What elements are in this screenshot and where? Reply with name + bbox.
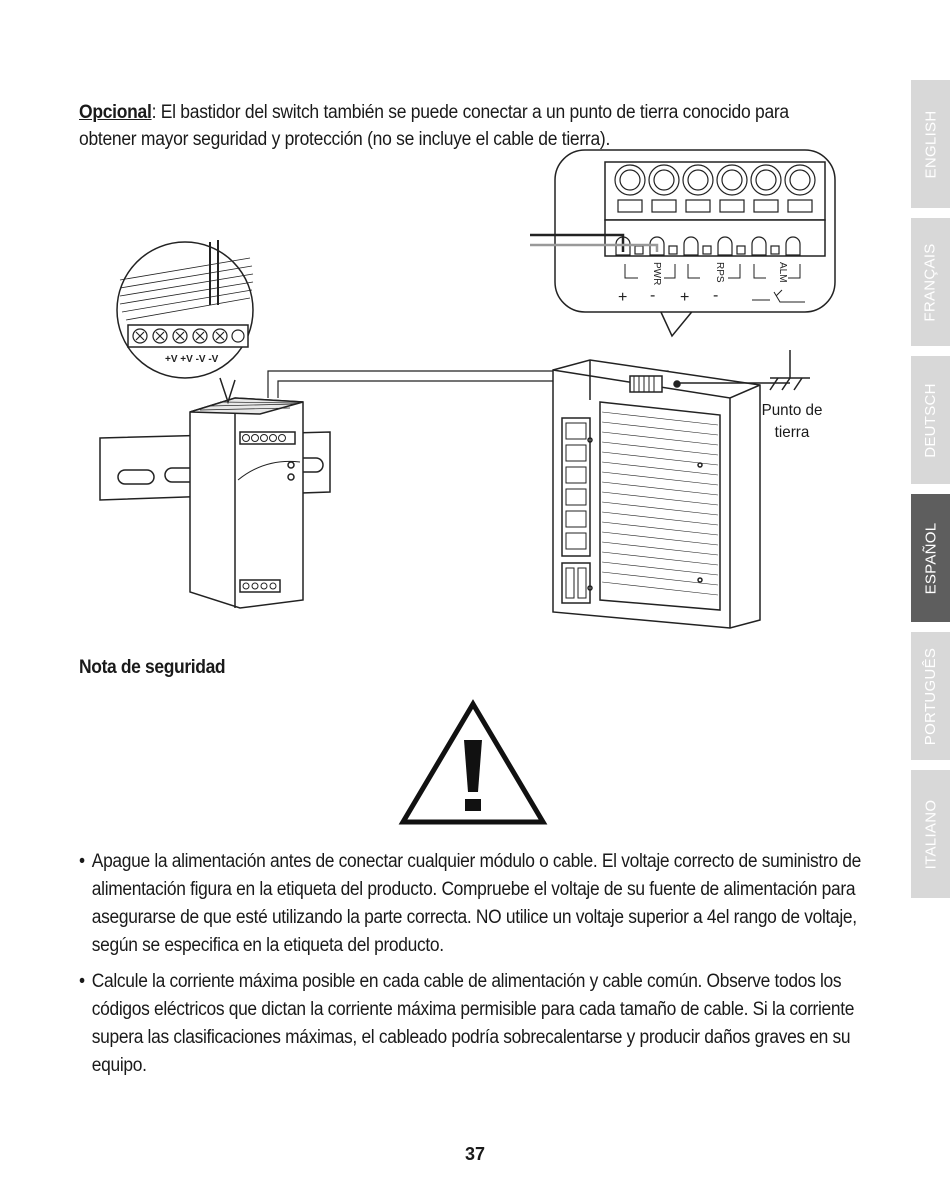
ground-label-line1: Punto de: [761, 402, 823, 419]
tab-english-label: ENGLISH: [922, 110, 940, 178]
psu-zoom-bubble: [117, 240, 253, 402]
tab-francais-label: FRANÇAIS: [922, 242, 939, 322]
power-supply: [190, 398, 303, 608]
tab-espanol[interactable]: [911, 494, 950, 622]
tab-francais[interactable]: [911, 218, 950, 346]
tab-italiano-label: ITALIANO: [922, 799, 940, 869]
pwr-plus-sign: +: [618, 289, 628, 306]
page-number: 37: [464, 1144, 486, 1164]
wiring-diagram: [60, 140, 850, 640]
ground-label: [745, 400, 840, 444]
safety-note-title: Nota de seguridad: [79, 657, 226, 678]
pwr-minus-sign: -: [650, 287, 656, 304]
switch-zoom-bubble: [530, 150, 835, 336]
warning-triangle-icon: [398, 698, 548, 828]
safety-bullet: • Apague la alimentación antes de conectar cualquier módulo o cable. El voltaje correcto de suministro de alimentación figura en la etiqueta del producto. Compruebe el voltaje de su fuente de alimentación para asegurarse de que esté utilizando la parte correcta. NO utilice un voltaje superior a 4el rango de voltaje, según se especifica en la etiqueta del producto.: [79, 848, 866, 960]
rps-label: RPS: [714, 262, 725, 283]
alm-label: ALM: [777, 262, 788, 283]
pwr-label: PWR: [651, 262, 662, 286]
tab-portugues-label: PORTUGUÊS: [922, 647, 940, 745]
ground-label-line2: tierra: [774, 424, 810, 441]
tab-italiano[interactable]: [911, 770, 950, 898]
tab-deutsch-label: DEUTSCH: [922, 382, 940, 458]
industrial-switch: [553, 360, 760, 628]
intro-text: : El bastidor del switch también se puede conectar a un punto de tierra conocido para obtener mayor seguridad y protección (no se incluye el cable de tierra).: [79, 102, 789, 150]
rps-plus-sign: +: [680, 289, 690, 306]
rps-minus-sign: -: [713, 287, 719, 304]
tab-portugues[interactable]: [911, 632, 950, 760]
psu-terminal-labels: +V +V -V -V: [165, 354, 219, 365]
intro-lead: Opcional: [79, 102, 152, 123]
safety-bullet: • Calcule la corriente máxima posible en cada cable de alimentación y cable común. Observe todos los códigos eléctricos que dictan la corriente máxima permisible para cada tamaño de cable. Si la corriente supera las clasificaciones máximas, el cableado podría sobrecalentarse y producir daños graves en su equipo.: [79, 968, 866, 1080]
tab-espanol-label: ESPAÑOL: [922, 522, 940, 594]
safety-bullet-list: [79, 848, 866, 1088]
tab-english[interactable]: [911, 80, 950, 208]
tab-deutsch[interactable]: [911, 356, 950, 484]
